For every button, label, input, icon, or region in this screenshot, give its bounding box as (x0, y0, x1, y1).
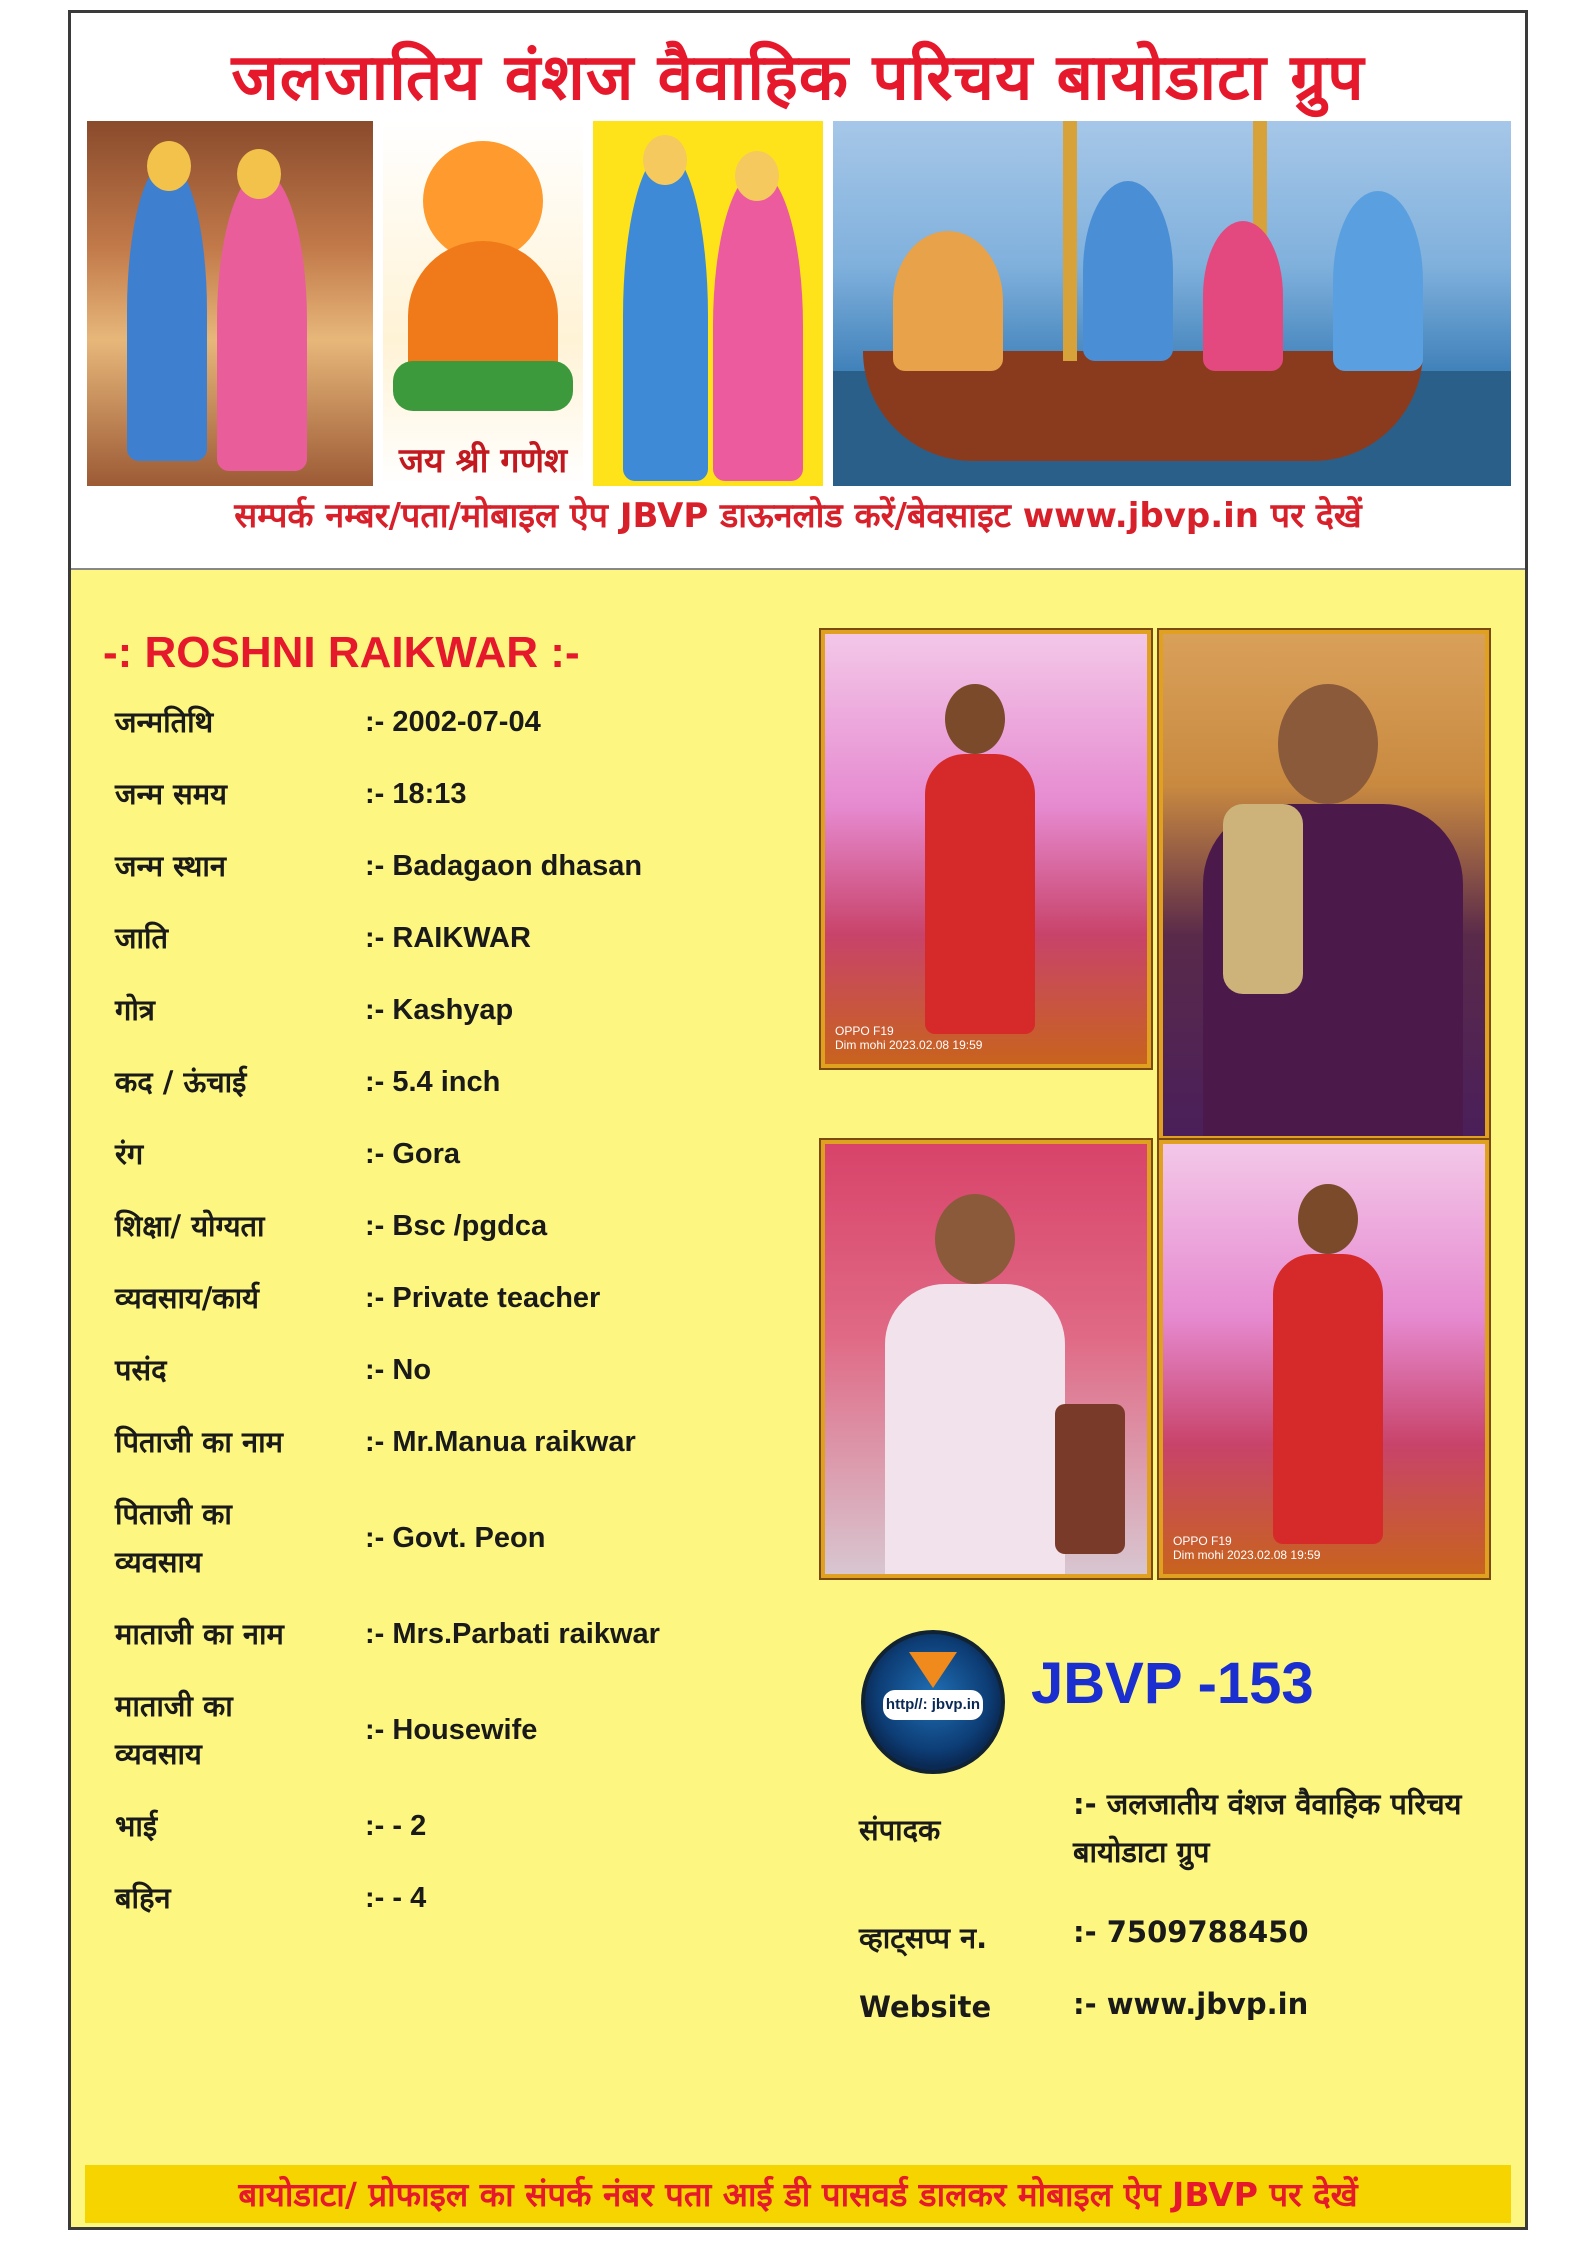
detail-value: :- RAIKWAR (365, 922, 531, 954)
detail-label: व्यवसाय/कार्य (115, 1281, 259, 1315)
detail-value: :- Mrs.Parbati raikwar (365, 1618, 660, 1650)
detail-label: जन्मतिथि (115, 705, 214, 739)
candidate-photo-2 (1159, 630, 1489, 1140)
detail-value: :- No (365, 1354, 432, 1386)
whatsapp-label: व्हाट्सप्प न. (859, 1921, 988, 1955)
website-link[interactable]: :- www.jbvp.in (1073, 1987, 1309, 2021)
deity-images-row (87, 121, 1511, 486)
detail-label: जन्म स्थान (115, 849, 227, 883)
profile-body (71, 570, 1525, 2227)
detail-label: गोत्र (115, 993, 155, 1027)
group-title: जलजातिय वंशज वैवाहिक परिचय बायोडाटा ग्रुप (231, 41, 1365, 115)
detail-value: :- Bsc /pgdca (365, 1210, 548, 1242)
detail-value: :- Housewife (365, 1714, 538, 1746)
profile-id: JBVP -153 (1031, 1651, 1314, 1716)
logo-emblem-icon (909, 1652, 957, 1688)
detail-label: कद / ऊंचाई (115, 1065, 247, 1099)
ram-sita-image-center (593, 121, 823, 486)
detail-value: :- Kashyap (365, 994, 514, 1026)
detail-label: रंग (115, 1137, 144, 1171)
ganesh-image (383, 121, 583, 486)
detail-value: :- 2002-07-04 (365, 706, 541, 738)
logo-text: http//: jbvp.in (883, 1690, 983, 1720)
candidate-photo-3 (821, 1140, 1151, 1578)
biodata-sheet (68, 10, 1528, 2230)
website-label: Website (859, 1990, 992, 2024)
detail-value: :- Gora (365, 1138, 461, 1170)
candidate-photo-1 (821, 630, 1151, 1068)
detail-value: :- 18:13 (365, 778, 467, 810)
boat-scene-image (833, 121, 1511, 486)
detail-label: शिक्षा/ योग्यता (115, 1209, 265, 1243)
contact-instruction: सम्पर्क नम्बर/पता/मोबाइल ऐप JBVP डाऊनलोड करें/बेवसाइट www.jbvp.in पर देखें (234, 496, 1362, 536)
detail-label: माताजी का नाम (115, 1617, 284, 1651)
whatsapp-number[interactable]: :- 7509788450 (1073, 1915, 1309, 1949)
detail-label: माताजी का व्यवसाय (115, 1689, 233, 1771)
ram-sita-image-left (87, 121, 373, 486)
detail-label: बहिन (115, 1881, 171, 1915)
detail-value: :- Badagaon dhasan (365, 850, 643, 882)
footer-text: बायोडाटा/ प्रोफाइल का संपर्क नंबर पता आई डी पासवर्ड डालकर मोबाइल ऐप JBVP पर देखें (238, 2175, 1358, 2214)
footer-banner (85, 2165, 1511, 2223)
detail-row-father-occupation (115, 1490, 815, 1590)
detail-value: :- 5.4 inch (365, 1066, 501, 1098)
jbvp-logo (861, 1630, 1005, 1774)
ganesh-caption: जय श्री गणेश (398, 441, 568, 481)
detail-label: जन्म समय (115, 777, 227, 811)
detail-label: पिताजी का नाम (115, 1425, 283, 1459)
detail-label: जाति (115, 921, 169, 955)
header-banner (71, 13, 1525, 570)
detail-label: पिताजी का व्यवसाय (115, 1497, 232, 1579)
editor-label: संपादक (859, 1813, 941, 1847)
detail-value: :- - 2 (365, 1810, 427, 1842)
detail-value: :- Govt. Peon (365, 1522, 546, 1554)
photo-stamp: OPPO F19 Dim mohi 2023.02.08 19:59 (1173, 1534, 1321, 1562)
detail-value: :- - 4 (365, 1882, 427, 1914)
candidate-photo-4 (1159, 1140, 1489, 1578)
detail-label: भाई (115, 1809, 158, 1843)
candidate-name: -: ROSHNI RAIKWAR :- (103, 628, 580, 677)
photo-stamp: OPPO F19 Dim mohi 2023.02.08 19:59 (835, 1024, 983, 1052)
editor-value: :- जलजातीय वंशज वैवाहिक परिचय बायोडाटा ग्रुप (1073, 1787, 1462, 1869)
detail-value: :- Mr.Manua raikwar (365, 1426, 636, 1458)
detail-row-mother-occupation (115, 1682, 815, 1782)
detail-label: पसंद (115, 1353, 167, 1387)
detail-value: :- Private teacher (365, 1282, 601, 1314)
